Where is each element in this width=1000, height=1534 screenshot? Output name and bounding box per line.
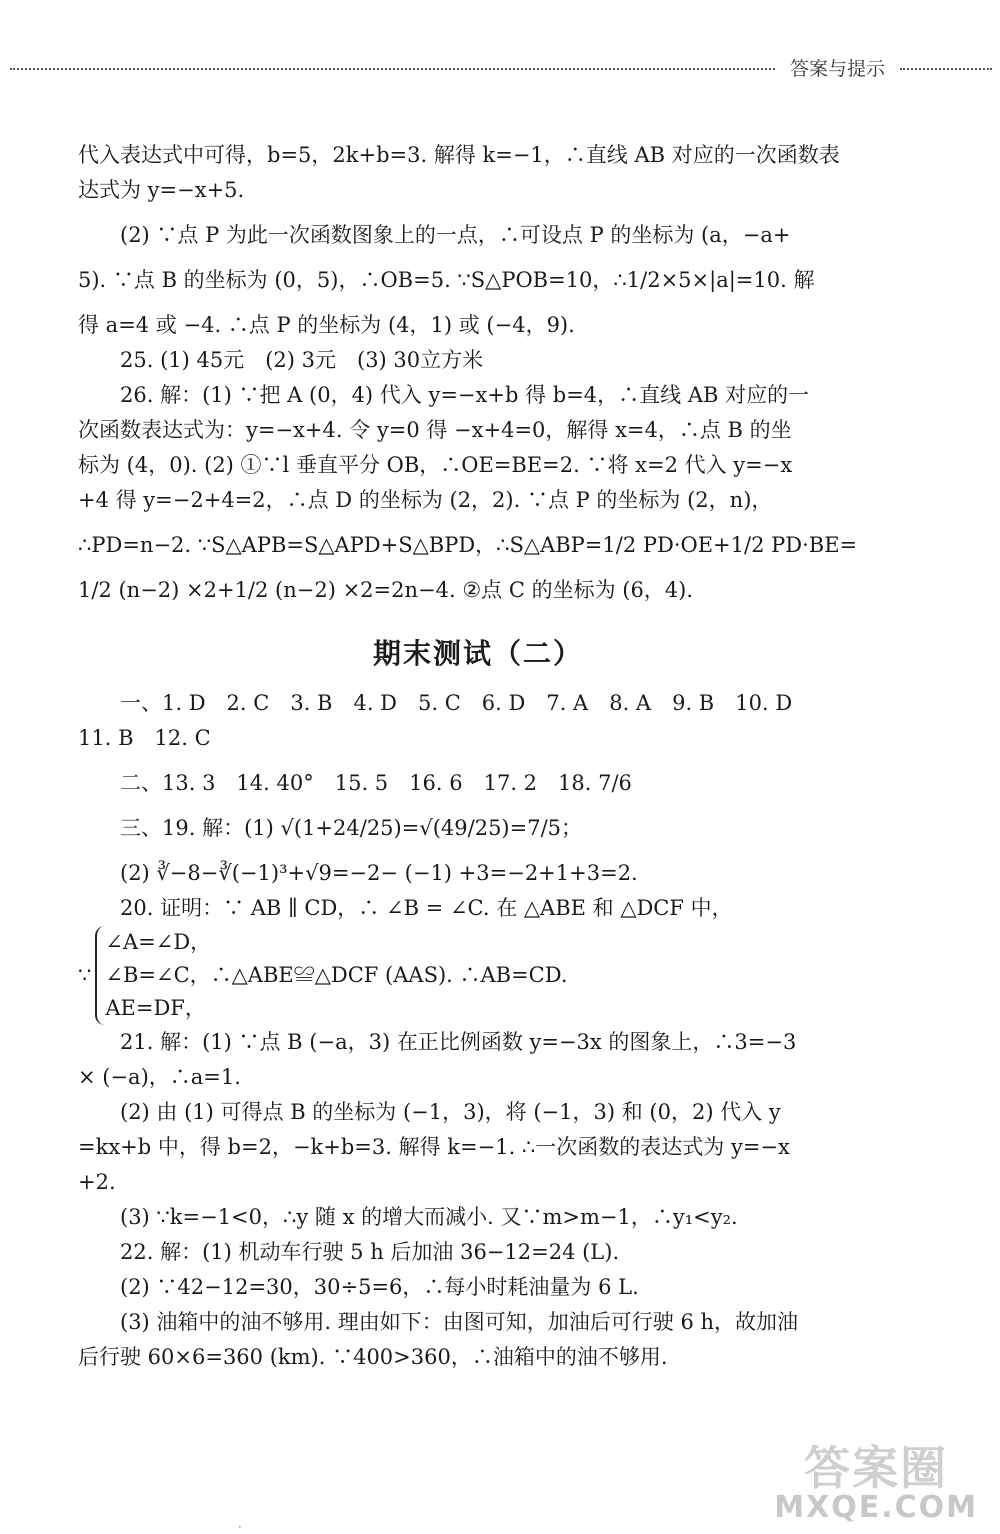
text-line: 21. 解：(1) ∵点 B (−a，3) 在正比例函数 y=−3x 的图象上，∴3=−3 bbox=[120, 1030, 797, 1054]
stray-dot: · bbox=[238, 1520, 242, 1534]
text-line: (3) 油箱中的油不够用. 理由如下：由图可知，加油后可行驶 6 h，故加油 bbox=[120, 1310, 799, 1334]
text-line: 达式为 y=−x+5. bbox=[78, 178, 245, 202]
brace-line: ∠A=∠D， bbox=[105, 930, 212, 954]
text-line: 三、19. 解：(1) √(1+24/25)=√(49/25)=7/5； bbox=[120, 816, 583, 840]
text-line: 25. (1) 45元 (2) 3元 (3) 30立方米 bbox=[120, 348, 484, 372]
site-watermark bbox=[774, 1443, 978, 1523]
section-1 bbox=[78, 138, 878, 608]
text-line: 二、13. 3 14. 40° 15. 5 16. 6 17. 2 18. 7/6 bbox=[120, 771, 632, 795]
text-line: (2) ∛−8−∛(−1)³+√9=−2− (−1) +3=−2+1+3=2. bbox=[120, 861, 638, 885]
text-line: ∴PD=n−2. ∵S△APB=S△APD+S△BPD，∴S△ABP=1/2 PD·OE+1/2 PD·BE= bbox=[78, 533, 858, 557]
brace-group bbox=[95, 926, 567, 1025]
text-line: 得 a=4 或 −4. ∴点 P 的坐标为 (4，1) 或 (−4，9). bbox=[78, 313, 575, 337]
brace-line: AE=DF， bbox=[105, 996, 206, 1020]
brace-line: ∠B=∠C，∴△ABE≌△DCF (AAS). ∴AB=CD. bbox=[105, 963, 568, 987]
text-line: 代入表达式中可得，b=5，2k+b=3. 解得 k=−1，∴直线 AB 对应的一次函数表 bbox=[78, 143, 840, 167]
text-line: =kx+b 中，得 b=2，−k+b=3. 解得 k=−1. ∴一次函数的表达式为 y=−x bbox=[78, 1135, 790, 1159]
text-line: 26. 解：(1) ∵把 A (0，4) 代入 y=−x+b 得 b=4，∴直线 AB 对应的一 bbox=[120, 383, 810, 407]
section-title: 期末测试（二） bbox=[372, 637, 583, 670]
text-line: +4 得 y=−2+4=2，∴点 D 的坐标为 (2，2). ∵点 P 的坐标为 (2，n)， bbox=[78, 488, 773, 512]
text-line: 1/2 (n−2) ×2+1/2 (n−2) ×2=2n−4. ②点 C 的坐标为 (6，4). bbox=[78, 578, 694, 602]
header-title: 答案与提示 bbox=[790, 58, 886, 80]
watermark-logo-text: 答案圈 bbox=[804, 1441, 949, 1495]
answer-content bbox=[78, 138, 878, 1375]
because-symbol: ∵ bbox=[78, 963, 92, 987]
text-line: (3) ∵k=−1<0，∴y 随 x 的增大而减小. 又∵m>m−1，∴y₁<y₂. bbox=[120, 1205, 738, 1229]
text-line: 5). ∵点 B 的坐标为 (0，5)，∴OB=5. ∵S△POB=10，∴1/2×5×|a|=10. 解 bbox=[78, 268, 815, 292]
header-dotted-rule-left bbox=[10, 68, 775, 70]
page-header bbox=[0, 48, 1000, 88]
section-2 bbox=[78, 686, 878, 1375]
text-line: × (−a)，∴a=1. bbox=[78, 1065, 241, 1089]
text-line: 一、1. D 2. C 3. B 4. D 5. C 6. D 7. A 8. A 9. B 10. D bbox=[120, 691, 793, 715]
text-line: 11. B 12. C bbox=[78, 726, 211, 750]
text-line: (2) ∵点 P 为此一次函数图象上的一点，∴可设点 P 的坐标为 (a，−a+ bbox=[120, 223, 791, 247]
congruence-brace-block bbox=[78, 926, 878, 1025]
header-dotted-rule-right bbox=[900, 68, 992, 70]
text-line: +2. bbox=[78, 1170, 116, 1194]
text-line: (2) ∵42−12=30，30÷5=6，∴每小时耗油量为 6 L. bbox=[120, 1275, 639, 1299]
text-line: 标为 (4，0). (2) ①∵l 垂直平分 OB，∴OE=BE=2. ∵将 x=2 代入 y=−x bbox=[78, 453, 793, 477]
text-line: 次函数表达式为：y=−x+4. 令 y=0 得 −x+4=0，解得 x=4，∴点 B 的坐 bbox=[78, 418, 792, 442]
text-line: 22. 解：(1) 机动车行驶 5 h 后加油 36−12=24 (L). bbox=[120, 1240, 620, 1264]
text-line: (2) 由 (1) 可得点 B 的坐标为 (−1，3)，将 (−1，3) 和 (0，2) 代入 y bbox=[120, 1100, 781, 1124]
watermark-url: MXQE.COM bbox=[774, 1490, 978, 1525]
text-line: 后行驶 60×6=360 (km). ∵400>360，∴油箱中的油不够用. bbox=[78, 1345, 668, 1369]
text-line: 20. 证明：∵ AB ∥ CD，∴ ∠B = ∠C. 在 △ABE 和 △DCF 中， bbox=[120, 896, 733, 920]
